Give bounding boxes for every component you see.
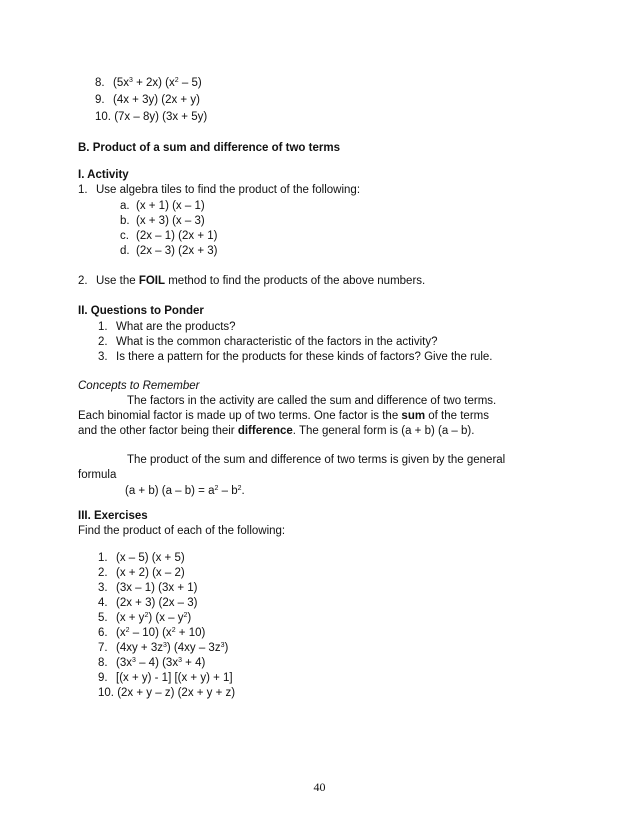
concepts-line-1: The factors in the activity are called the sum and difference of two terms. <box>127 395 497 407</box>
exercises-heading: III. Exercises <box>78 510 148 522</box>
exercise-item-2: 2. (x + 2) (x – 2) <box>98 567 185 579</box>
top-list-item-8: 8. $(5x^3 + 2x)$ $(x^2 - 5)$ <box>95 77 202 89</box>
top-list-item-10: 10. (7x – 8y) (3x + 5y) <box>95 111 208 123</box>
exercise-item-7: 7. $(4xy + 3z^3)$ $(4xy - 3z^3)$ <box>98 642 229 654</box>
activity-sub-d: d. (2x – 3) (2x + 3) <box>120 245 218 257</box>
exercise-item-10: 10. (2x + y – z) (2x + y + z) <box>98 687 236 699</box>
activity-sub-c: c. (2x – 1) (2x + 1) <box>120 230 218 242</box>
ponder-heading: II. Questions to Ponder <box>78 305 204 317</box>
section-b-title: B. Product of a sum and difference of two terms <box>78 142 340 154</box>
exercise-item-9: 9. [(x + y) - 1] [(x + y) + 1] <box>98 672 233 684</box>
concepts-line-5: formula <box>78 469 117 481</box>
general-formula: (a + b) $(a - b) = a^2 - b^2$. <box>125 485 245 497</box>
top-list-item-9: 9. (4x + 3y) (2x + y) <box>95 94 200 106</box>
ponder-item-2: 2. What is the common characteristic of the factors in the activity? <box>98 336 438 348</box>
concepts-line-4: The product of the sum and difference of two terms is given by the general <box>127 454 506 466</box>
concepts-line-2: Each binomial factor is made up of two terms. One factor is the sum of the terms <box>78 410 489 422</box>
activity-sub-b: b. (x + 3) (x – 3) <box>120 215 205 227</box>
concepts-heading: Concepts to Remember <box>78 380 200 392</box>
concepts-line-3: and the other factor being their difference. The general form is (a + b) (a – b). <box>78 425 475 437</box>
activity-sub-a: a. (x + 1) (x – 1) <box>120 200 205 212</box>
activity-item-1: 1. Use algebra tiles to find the product of the following: <box>78 184 361 196</box>
exercise-item-8: 8. $(3x^3 - 4) (3x^3 + 4)$ <box>98 657 206 669</box>
exercise-item-3: 3. (3x – 1) (3x + 1) <box>98 582 198 594</box>
ponder-item-3: 3. Is there a pattern for the products for these kinds of factors? Give the rule. <box>98 351 493 363</box>
ponder-item-1: 1. What are the products? <box>98 321 236 333</box>
exercise-item-5: 5. $(x + y^2)$ $(x - y^2)$ <box>98 612 192 624</box>
exercise-item-6: 6. $(x^2 - 10) (x^2 + 10)$ <box>98 627 206 639</box>
exercises-intro: Find the product of each of the following: <box>78 525 286 537</box>
exercise-item-4: 4. (2x + 3) (2x – 3) <box>98 597 198 609</box>
activity-heading: I. Activity <box>78 169 129 181</box>
activity-item-2: 2. Use the FOIL method to find the products of the above numbers. <box>78 275 426 287</box>
exercise-item-1: 1. (x – 5) (x + 5) <box>98 552 185 564</box>
page-number: 40 <box>313 780 326 794</box>
